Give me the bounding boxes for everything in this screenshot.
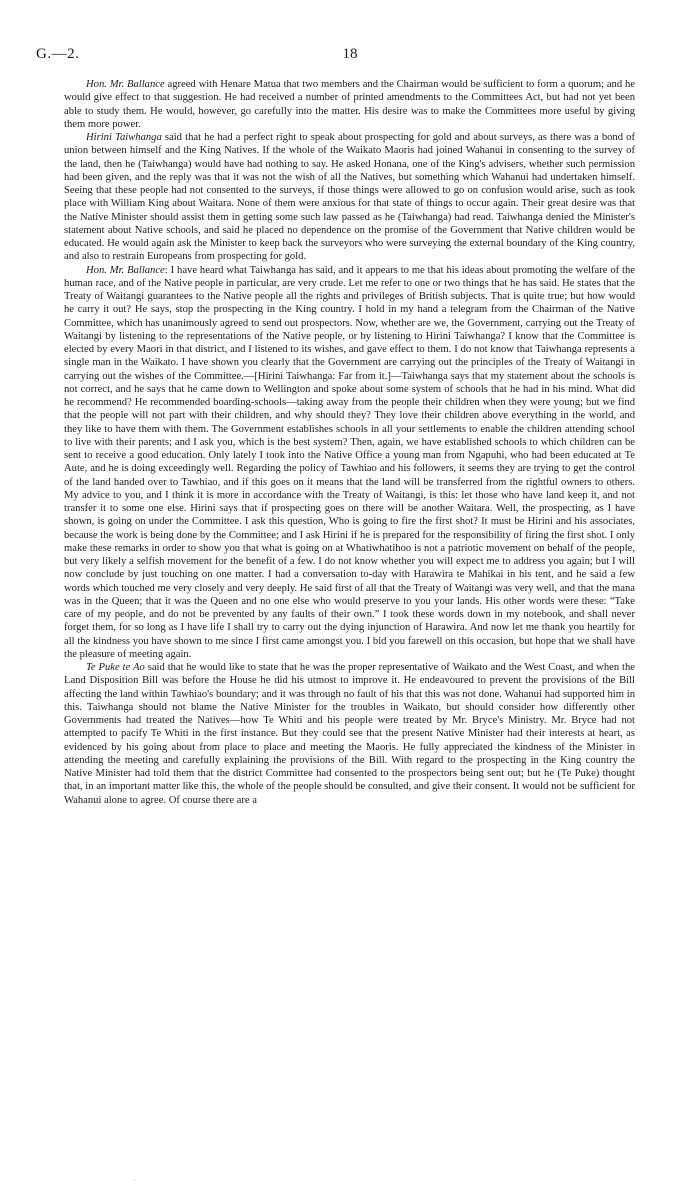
paragraph-text: : I have heard what Taiwhanga has said, and it appears to me that his ideas about promoting the welfare of the human race, and of the Native people in particular, are very crude. Let me refer to one or two things that he has said. He states that the Treaty of Waitangi guarantees to the Native people all the rights and privileges of British subjects. That is quite true; but how would he carry it out? He says, stop the prospecting in the King country. I hold in my hand a telegram from the Chairman of the Native Committee, which has unanimously agreed to send out prospectors. Now, whether are we, the Government, carrying out the Treaty of Waitangi by listening to the representations of the Native people, or by listening to Hirini Taiwhanga? I know that the Committee is elected by every Maori in that district, and I listened to its wishes, and gave effect to them. I do not know that Taiwhanga represents a single man in the Waikato. I have shown you clearly that the Government are carrying out the principles of the Treaty of Waitangi in carrying out the wishes of the Committee.—[Hirini Taiwhanga: Far from it.]—Taiwhanga says that my statement about the schools is not correct, and he says that he came down to Wellington and spoke about some system of schools that he had in his mind. What did he recommend? He recommended boarding-schools—taking away from the people their children when they were young; but we find that the people will not part with their children, and why should they? They love their children above everything in the world, and they like to have them with them. The Government establishes schools in all your settlements to enable the children attending school to live with their parents; and I ask you, which is the best system? Then, again, we have established schools to which children can be sent to receive a good education. Only lately I took into the Native Office a young man from Ngapuhi, who had been educated at Te Aute, and he is doing exceedingly well. Regarding the policy of Tawhiao and his followers, it seems they are trying to get the control of the land handed over to Tawhiao, and if this goes on it means that the land will be transferred from the rightful owners to others. My advice to you, and I think it is more in accordance with the Treaty of Waitangi, is this: let those who have land keep it, and not transfer it to some one else. Hirini says that if prospecting goes on there will be another Waitara. Well, the prospecting, as I have shown, is going on under the Committee. I ask this question, Who is going to fire the first shot? It must be Hirini and his associates, because the work is being done by the Committee; and I ask Hirini if he is prepared for the responsibility of firing the first shot. I only make these remarks in order to show you that what is going on at Whatiwhatihoo is not a patriotic movement on behalf of the people, but very likely a selfish movement for the benefit of a few. I do not know whether you will expect me to address you again; but I will now conclude by just touching on one matter. I had a conversation to-day with Harawira te Mahikai in his tent, and he said a few words which touched me very closely and very deeply. He said first of all that the Treaty of Waitangi was very well, and that the mana was in the Queen; that it was the Queen and no one else who would preserve to you your lands. His other words were these: “Take care of my people, and do not be prevented by any faults of their own.” I took these words down in my notebook, and shall never forget them, for so long as I have life I shall try to carry out the dying injunction of Harawira. And now let me thank you heartily for all the kindness you have shown to me since I first came amongst you. I bid you farewell on this occasion, but hope that we shall have the pleasure of meeting again. (64, 264, 635, 660)
paragraph (64, 131, 635, 264)
speaker-name: Hirini Taiwhanga (86, 132, 162, 143)
page-header (36, 46, 664, 66)
body-text (64, 78, 635, 807)
scan-mark: · (133, 1176, 136, 1185)
paragraph (64, 78, 635, 131)
speaker-name: Te Puke te Ao (86, 662, 145, 673)
document-reference: G.—2. (36, 46, 80, 62)
paragraph (64, 264, 635, 662)
speaker-name: Hon. Mr. Ballance (86, 79, 165, 90)
paragraph-text: said that he had a perfect right to speak about prospecting for gold and about surveys, as there was a bond of union between himself and the King Natives. If the whole of the Waikato Maoris had joined Wahanui in consenting to the survey of the land, then he (Taiwhanga) would have had nothing to say. He asked Honana, one of the King's advisers, whether such permission had been given, and the reply was that it was not the wish of all the Natives, but something which Wahanui had undertaken himself. Seeing that these people had not consented to the surveys, if those things were allowed to go on confusion would arise, such as took place with William King about Waitara. None of them were anxious for that state of things to occur again. Their great desire was that the Native Minister should assist them in getting some such law passed as he (Taiwhanga) had read. Taiwhanga denied the Minister's statement about Native schools, and said he placed no dependence on the promise of the Government that Native children would be educated. He would again ask the Minister to keep back the surveyors who were surveying the external boundary of the King country, and also to restrain Europeans from prospecting for gold. (64, 132, 635, 263)
speaker-name: Hon. Mr. Ballance (86, 264, 165, 276)
paragraph (64, 661, 635, 807)
paragraph-text: said that he would like to state that he was the proper representative of Waikato and the West Coast, and when the Land Disposition Bill was before the House he did his utmost to improve it. He endeavoured to prevent the provisions of the Bill affecting the land within Tawhiao's boundary; and it was through no fault of his that this was not done. Wahanui had supported him in this. Taiwhanga should not blame the Native Minister for the troubles in Waikato, but should consider how differently other Governments had treated the Natives—how Te Whiti and his people were treated by Mr. Bryce's Ministry. Mr. Bryce had not attempted to pacify Te Whiti in the first instance. But they could see that the present Native Minister had their interests at heart, as evidenced by his going about from place to place and meeting the Maoris. He fully appreciated the kindness of the Minister in attending the meeting and carefully explaining the provisions of the Bill. With regard to the prospecting in the King country the Native Minister had told them that the district Committee had consented to the prospectors being sent out; but he (Te Puke) thought that, in an important matter like this, the whole of the people should be consulted, and give their consent. It would not be sufficient for Wahanui alone to agree. Of course there are a (64, 662, 635, 806)
page-number: 18 (342, 46, 358, 62)
paragraph-text: agreed with Henare Matua that two members and the Chairman would be sufficient to form a quorum; and he would give effect to that suggestion. He had received a number of printed amendments to the Committees Act, but had not yet been able to study them. He would, however, go carefully into the matter. His desire was to make the Committees more useful by giving them more power. (64, 79, 635, 130)
